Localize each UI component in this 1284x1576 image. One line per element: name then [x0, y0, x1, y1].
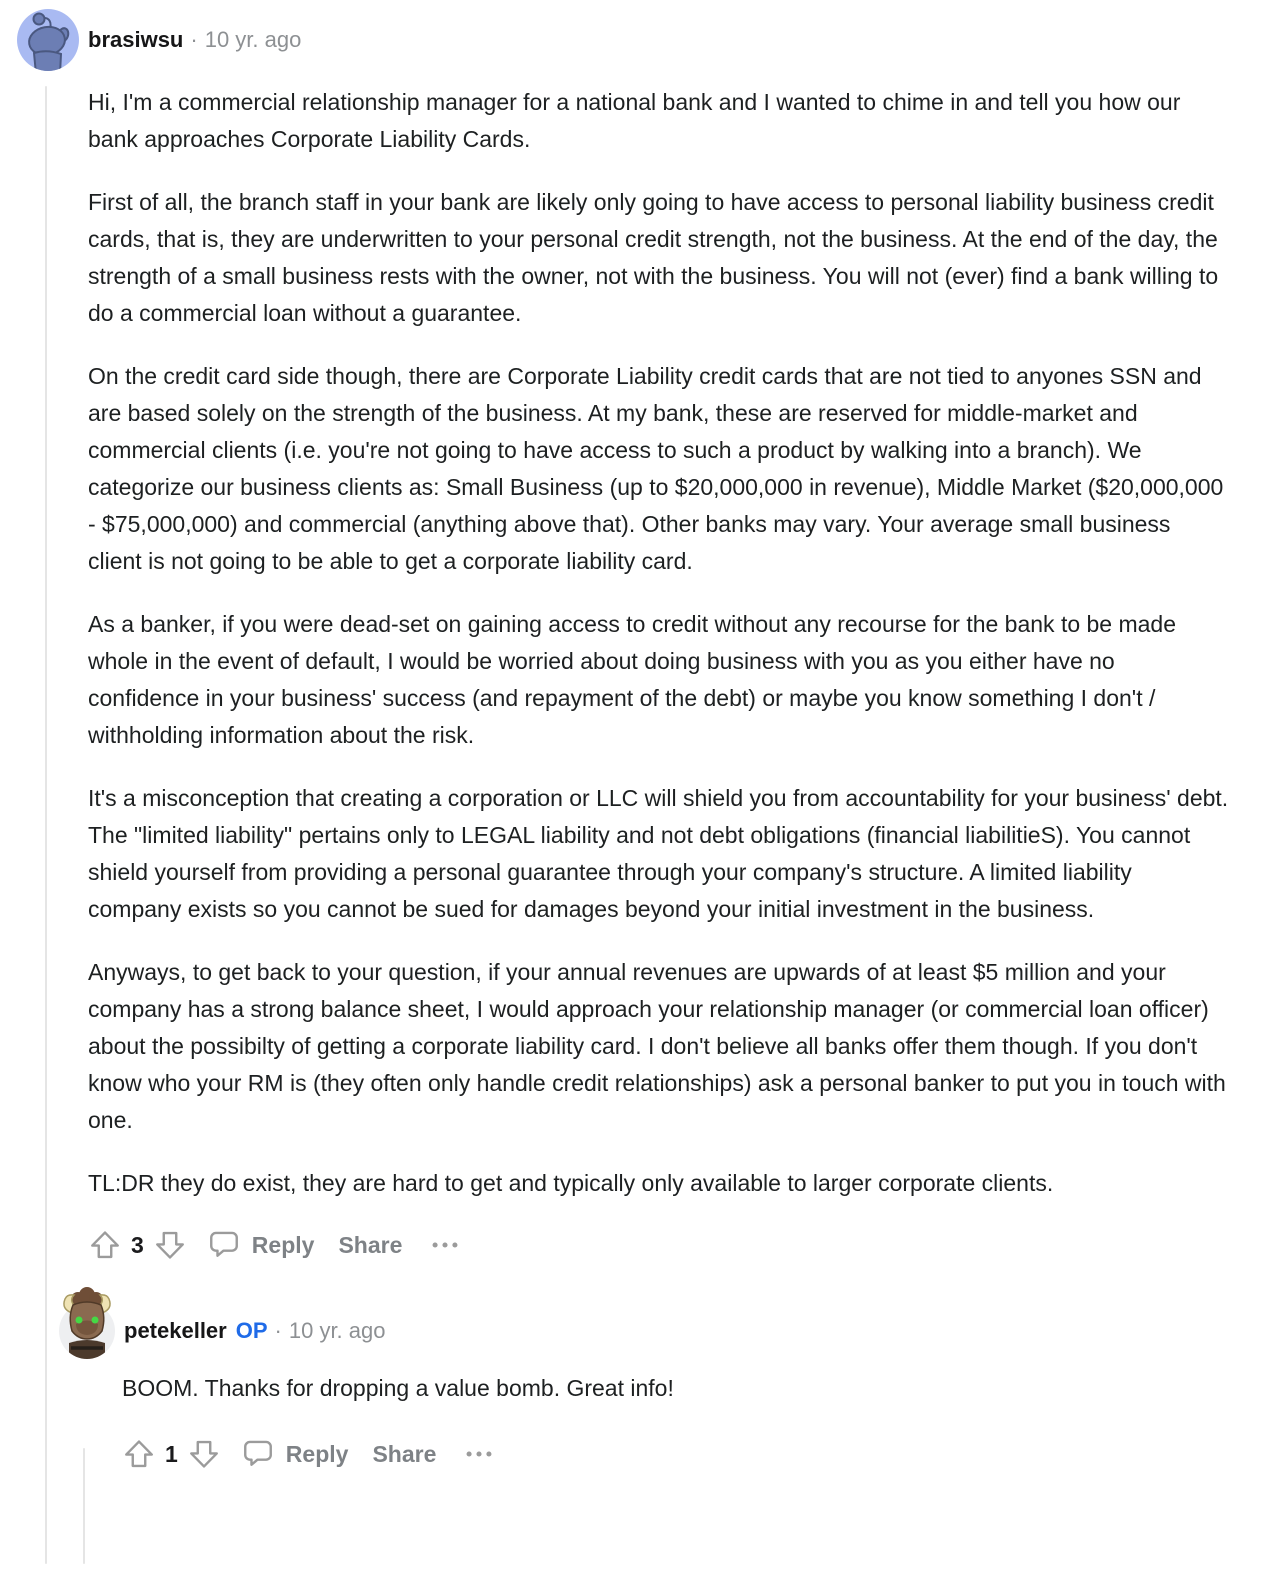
vote-count: 3 — [131, 1231, 144, 1258]
vote-count: 1 — [165, 1440, 178, 1467]
snoo-avatar-icon — [16, 8, 80, 72]
meta-separator: · — [274, 1318, 282, 1343]
comment-meta — [88, 27, 301, 53]
comment-header — [16, 8, 1230, 72]
op-badge: OP — [235, 1318, 268, 1343]
meta-separator: · — [190, 27, 198, 52]
comment-bubble-icon — [207, 1228, 241, 1262]
comment-paragraph: Anyways, to get back to your question, if your annual revenues are upwards of at least $5 million and your company has a strong balance sheet, I would approach your relationship manager (or commercial loan officer) about the possibilty of getting a corporate liability card. I don't believe all banks offer them though. If you don't know who your RM is (they often only handle credit relationships) ask a personal banker to put you in touch with one. — [88, 959, 1226, 1133]
downvote-arrow-icon — [153, 1228, 187, 1262]
comment-action-bar — [88, 1224, 1230, 1266]
comment-action-bar — [122, 1433, 1230, 1475]
comment-paragraph: It's a misconception that creating a corporation or LLC will shield you from accountability for your business' debt. The "limited liability" pertains only to LEGAL liability and not debt obligations (financial liabilitieS). You cannot shield yourself from providing a personal guarantee through your company's structure. A limited liability company exists so you cannot be sued for damages beyond your initial investment in the business. — [88, 785, 1229, 922]
upvote-arrow-icon — [88, 1228, 122, 1262]
comment-paragraph: First of all, the branch staff in your bank are likely only going to have access to personal liability business credit cards, that is, they are underwritten to your personal credit strength, not the business. At the end of the day, the strength of a small business rests with the owner, not with the business. You will not (ever) find a bank willing to do a commercial loan without a guarantee. — [88, 189, 1219, 326]
avatar[interactable] — [58, 1302, 116, 1360]
comment-paragraph: TL:DR they do exist, they are hard to get and typically only available to larger corporate clients. — [88, 1170, 1054, 1196]
comment-reply — [0, 1302, 1284, 1475]
reply-button[interactable] — [207, 1228, 315, 1262]
comment-body — [122, 1370, 1230, 1407]
reply-label: Reply — [251, 1231, 315, 1258]
comment-paragraph: As a banker, if you were dead-set on gaining access to credit without any recourse for the bank to be made whole in the event of default, I would be worried about doing business with you as you either have no confidence in your business' success (and repayment of the debt) or maybe you know something I don't / withholding information about the risk. — [88, 611, 1177, 748]
upvote-button[interactable] — [88, 1228, 122, 1262]
comment-header — [58, 1302, 1230, 1360]
three-dots-icon — [462, 1437, 496, 1471]
downvote-button[interactable] — [153, 1228, 187, 1262]
reply-button[interactable] — [241, 1437, 349, 1471]
comment-author[interactable]: petekeller — [124, 1318, 227, 1343]
share-label: Share — [338, 1231, 403, 1258]
comment-timestamp: 10 yr. ago — [204, 27, 302, 52]
overflow-menu-button[interactable] — [462, 1437, 496, 1471]
comment-timestamp: 10 yr. ago — [288, 1318, 386, 1343]
share-button[interactable] — [372, 1441, 436, 1468]
three-dots-icon — [428, 1228, 462, 1262]
downvote-arrow-icon — [187, 1437, 221, 1471]
share-label: Share — [372, 1440, 437, 1467]
avatar[interactable] — [16, 8, 80, 72]
overflow-menu-button[interactable] — [428, 1228, 462, 1262]
reply-label: Reply — [285, 1440, 349, 1467]
comment-meta — [124, 1318, 386, 1344]
comment-paragraph: BOOM. Thanks for dropping a value bomb. Great info! — [122, 1375, 674, 1401]
comment-paragraph: On the credit card side though, there are Corporate Liability credit cards that are not tied to anyones SSN and are based solely on the strength of the business. At my bank, these are reserved for middle-market and commercial clients (i.e. you're not going to have access to such a product by walking into a branch). We categorize our business clients as: Small Business (up to $20,000,000 in revenue), Middle Market ($20,000,000 - $75,000,000) and commercial (anything above that). Other banks may vary. Your average small business client is not going to be able to get a corporate liability card. — [88, 363, 1224, 574]
comment-bubble-icon — [241, 1437, 275, 1471]
upvote-arrow-icon — [122, 1437, 156, 1471]
comment-paragraph: Hi, I'm a commercial relationship manager for a national bank and I wanted to chime in and tell you how our bank approaches Corporate Liability Cards. — [88, 89, 1181, 152]
upvote-button[interactable] — [122, 1437, 156, 1471]
share-button[interactable] — [338, 1232, 402, 1259]
downvote-button[interactable] — [187, 1437, 221, 1471]
comment-author[interactable]: brasiwsu — [88, 27, 184, 52]
comment-body — [88, 84, 1230, 1202]
